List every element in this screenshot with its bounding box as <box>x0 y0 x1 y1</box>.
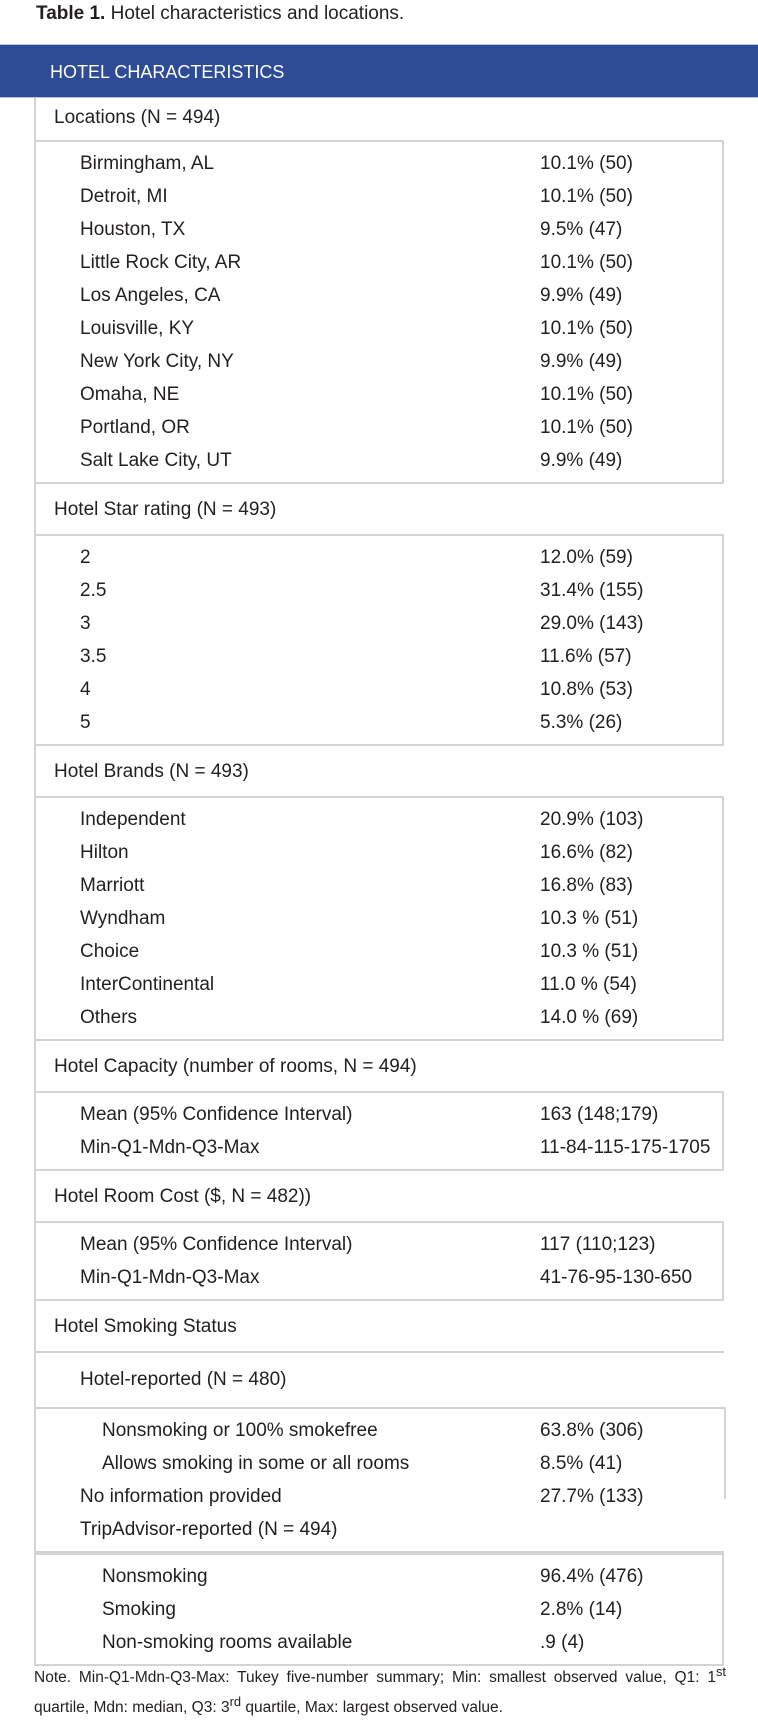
row-value: 20.9% (103) <box>540 809 644 830</box>
brands-group <box>34 796 724 1041</box>
table-row <box>36 1131 722 1164</box>
note-sup: rd <box>229 1694 242 1710</box>
row-label: 3 <box>80 613 91 634</box>
row-value: 11.0 % (54) <box>540 974 637 995</box>
locations-group <box>34 140 724 484</box>
capacity-group <box>34 1091 724 1171</box>
group-label-room-cost: Hotel Room Cost ($, N = 482)) <box>54 1186 312 1207</box>
table-row <box>36 836 722 869</box>
table-number: Table 1. <box>36 3 106 24</box>
row-label: Smoking <box>102 1599 176 1620</box>
table-caption <box>36 3 404 25</box>
table-row <box>36 1001 722 1034</box>
row-label: Omaha, NE <box>80 384 180 405</box>
row-label: Mean (95% Confidence Interval) <box>80 1104 353 1125</box>
table-row <box>36 147 722 180</box>
table-row <box>36 312 722 345</box>
divider <box>724 1407 726 1499</box>
row-label: Birmingham, AL <box>80 153 215 174</box>
table-row <box>36 902 722 935</box>
table-row <box>36 378 722 411</box>
row-value: 10.1% (50) <box>540 384 633 405</box>
row-value: 10.3 % (51) <box>540 941 639 962</box>
row-label: Houston, TX <box>80 219 186 240</box>
row-label: 3.5 <box>80 646 107 667</box>
row-value: 10.8% (53) <box>540 679 633 700</box>
group-label-locations: Locations (N = 494) <box>54 107 221 128</box>
row-value: 10.1% (50) <box>540 186 633 207</box>
row-value: 29.0% (143) <box>540 613 644 634</box>
table-title: Hotel characteristics and locations. <box>110 3 405 24</box>
row-value: 11-84-115-175-1705 <box>540 1137 711 1158</box>
table-row <box>36 444 722 477</box>
row-value: .9 (4) <box>540 1632 585 1653</box>
table-row <box>36 1560 722 1593</box>
row-label: Louisville, KY <box>80 318 195 339</box>
row-value: 12.0% (59) <box>540 547 633 568</box>
table-row <box>36 1414 724 1447</box>
table-row <box>36 706 722 739</box>
table-row <box>36 411 722 444</box>
table-row <box>36 180 722 213</box>
characteristics-table <box>34 98 724 1666</box>
row-label: Min-Q1-Mdn-Q3-Max <box>80 1137 260 1158</box>
row-value: 14.0 % (69) <box>540 1007 639 1028</box>
table-row <box>36 279 722 312</box>
table-row <box>36 1626 722 1659</box>
group-label-star-rating: Hotel Star rating (N = 493) <box>54 499 277 520</box>
note-text: quartile, Max: largest observed value. <box>241 1699 503 1717</box>
row-value: 96.4% (476) <box>540 1566 644 1587</box>
star-rating-group <box>34 534 724 746</box>
row-value: 10.1% (50) <box>540 318 633 339</box>
row-label: Los Angeles, CA <box>80 285 221 306</box>
table-row <box>36 607 722 640</box>
row-label: Nonsmoking <box>102 1566 208 1587</box>
table-note <box>34 1660 726 1720</box>
table-header: HOTEL CHARACTERISTICS <box>0 44 758 98</box>
row-value: 10.1% (50) <box>540 417 633 438</box>
table-row <box>36 213 722 246</box>
row-label: Non-smoking rooms available <box>102 1632 353 1653</box>
row-value: 117 (110;123) <box>540 1234 656 1255</box>
row-value: 10.1% (50) <box>540 153 633 174</box>
table-row <box>36 1228 722 1261</box>
hotel-reported-group <box>34 1407 724 1553</box>
row-label: Others <box>80 1007 138 1028</box>
table-row <box>36 574 722 607</box>
row-label: Choice <box>80 941 140 962</box>
room-cost-group <box>34 1221 724 1301</box>
row-value: 163 (148;179) <box>540 1104 659 1125</box>
row-label: Salt Lake City, UT <box>80 450 232 471</box>
table-row <box>36 1593 722 1626</box>
table-row <box>36 1480 724 1513</box>
row-label: Allows smoking in some or all rooms <box>102 1453 410 1474</box>
row-label: New York City, NY <box>80 351 234 372</box>
table-row <box>36 541 722 574</box>
row-value: 9.9% (49) <box>540 351 623 372</box>
row-value: 63.8% (306) <box>540 1420 644 1441</box>
subgroup-label-hotel-reported: Hotel-reported (N = 480) <box>80 1369 287 1390</box>
row-label: Independent <box>80 809 186 830</box>
row-label: No information provided <box>80 1486 282 1507</box>
table-row <box>36 1447 724 1480</box>
row-value: 9.5% (47) <box>540 219 623 240</box>
row-value: 10.1% (50) <box>540 252 633 273</box>
tripadvisor-group <box>34 1553 724 1666</box>
table-row <box>36 935 722 968</box>
row-value: 16.6% (82) <box>540 842 633 863</box>
group-label-capacity: Hotel Capacity (number of rooms, N = 494) <box>54 1056 417 1077</box>
row-value: 16.8% (83) <box>540 875 633 896</box>
row-value: 11.6% (57) <box>540 646 632 667</box>
subgroup-label-tripadvisor <box>36 1513 724 1546</box>
row-value: 9.9% (49) <box>540 285 623 306</box>
row-label: Little Rock City, AR <box>80 252 242 273</box>
table-row <box>36 345 722 378</box>
row-value: 27.7% (133) <box>540 1486 644 1507</box>
row-value: 8.5% (41) <box>540 1453 623 1474</box>
table-row <box>36 803 722 836</box>
row-label: Mean (95% Confidence Interval) <box>80 1234 353 1255</box>
row-label: Marriott <box>80 875 145 896</box>
row-label: InterContinental <box>80 974 215 995</box>
row-value: 10.3 % (51) <box>540 908 639 929</box>
row-label: Hilton <box>80 842 129 863</box>
row-value: 31.4% (155) <box>540 580 644 601</box>
table-row <box>36 673 722 706</box>
row-label: Wyndham <box>80 908 166 929</box>
row-value: 2.8% (14) <box>540 1599 623 1620</box>
row-label: 2.5 <box>80 580 107 601</box>
group-label-smoking-status: Hotel Smoking Status <box>54 1316 237 1337</box>
table-row <box>36 1098 722 1131</box>
row-label: Detroit, MI <box>80 186 168 207</box>
row-label: TripAdvisor-reported (N = 494) <box>80 1519 338 1540</box>
row-value: 9.9% (49) <box>540 450 623 471</box>
table-row <box>36 968 722 1001</box>
row-label: 4 <box>80 679 91 700</box>
row-label: Min-Q1-Mdn-Q3-Max <box>80 1267 260 1288</box>
row-label: 5 <box>80 712 91 733</box>
table-row <box>36 246 722 279</box>
table-row <box>36 869 722 902</box>
note-text: quartile, Mdn: median, Q3: 3 <box>34 1699 230 1717</box>
table-row <box>36 640 722 673</box>
group-label-brands: Hotel Brands (N = 493) <box>54 761 249 782</box>
row-value: 41-76-95-130-650 <box>540 1267 693 1288</box>
row-label: Portland, OR <box>80 417 190 438</box>
row-value: 5.3% (26) <box>540 712 623 733</box>
table-row <box>36 1261 722 1294</box>
row-label: 2 <box>80 547 91 568</box>
row-label: Nonsmoking or 100% smokefree <box>102 1420 378 1441</box>
note-text: Note. Min-Q1-Mdn-Q3-Max: Tukey five-number summary; Min: smallest observed value, Q1: 1 <box>34 1669 716 1687</box>
note-sup: st <box>715 1664 726 1679</box>
